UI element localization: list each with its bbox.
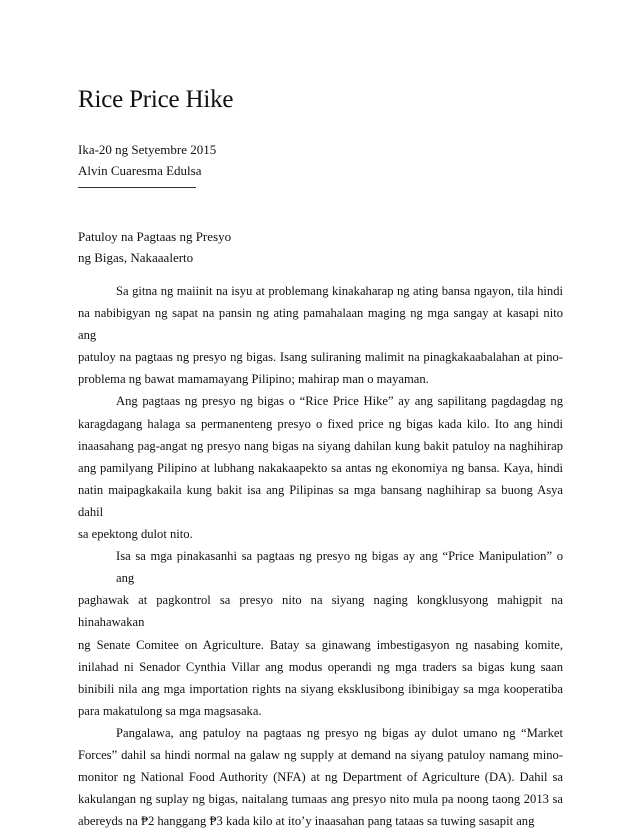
paragraph-line: problema ng bawat mamamayang Pilipino; mahirap man o mayaman.: [78, 372, 429, 387]
paragraph-line: inaasahang pag-angat ng presyo nang bigas na siyang dahilan kung bakit patuloy na naghihirap: [78, 438, 563, 453]
subtitle-line-2: ng Bigas, Nakaaalerto: [78, 250, 194, 265]
paragraph-line: na nabibigyan ng sapat na pansin ng ating pamahalaan maging ng mga sangay at kasapi nito ang: [78, 306, 563, 343]
paragraph-line: monitor ng National Food Authority (NFA) at ng Department of Agriculture (DA). Dahil sa: [78, 770, 563, 785]
body-paragraph: [78, 722, 563, 832]
paragraph-line: ang pamilyang Pilipino at lubhang nakakaapekto sa antas ng ekonomiya ng bansa. Kaya, hindi: [78, 460, 563, 475]
body-paragraph: [78, 280, 563, 390]
paragraph-line: Forces” dahil sa hindi normal na galaw ng supply at demand na siyang patuloy namang mino-: [78, 747, 563, 762]
paragraph-line: para makatulong sa mga magsasaka.: [78, 703, 262, 718]
document-date: Ika-20 ng Setyembre 2015: [78, 142, 217, 157]
paragraph-line: Pangalawa, ang patuloy na pagtaas ng presyo ng bigas ay dulot umano ng “Market: [116, 725, 563, 740]
paragraph-line: kakulangan ng suplay ng bigas, naitalang tumaas ang presyo nito mula pa noong taong 2013 sa: [78, 792, 563, 807]
paragraph-line: abereyds na ₱2 hanggang ₱3 kada kilo at ito’y inaasahan pang tataas sa tuwing sasapit ang: [78, 814, 535, 829]
paragraph-line: sa epektong dulot nito.: [78, 527, 193, 542]
paragraph-line: Sa gitna ng maiinit na isyu at problemang kinakaharap ng ating bansa ngayon, tila hindi: [116, 284, 563, 298]
paragraph-line: natin maipagkakaila kung bakit isa ang Pilipinas sa mga bansang naghihirap sa buong Asya dahil: [78, 482, 563, 519]
subtitle-line-1: Patuloy na Pagtaas ng Presyo: [78, 229, 232, 244]
body-paragraph: [78, 390, 563, 545]
document-body: [78, 280, 563, 832]
paragraph-line: patuloy na pagtaas ng presyo ng bigas. Isang suliraning malimit na pinagkakaabalahan at pino-: [78, 350, 563, 365]
paragraph-line: binibili nila ang mga importation rights na siyang eksklusibong ibinibigay sa mga kooperatiba: [78, 681, 563, 696]
paragraph-line: paghawak at pagkontrol sa presyo nito na siyang naging kongklusyong mahigpit na hinahawakan: [78, 593, 563, 630]
paragraph-line: Ang pagtaas ng presyo ng bigas o “Rice Price Hike” ay ang sapilitang pagdagdag ng: [116, 394, 563, 409]
paragraph-line: karagdagang halaga sa permanenteng presyo o fixed price ng bigas kada kilo. Ito ang hindi: [78, 416, 563, 431]
body-paragraph: [78, 545, 563, 722]
document-title: Rice Price Hike: [78, 86, 234, 113]
paragraph-line: ng Senate Comitee on Agriculture. Batay sa ginawang imbestigasyon ng nasabing komite,: [78, 637, 563, 652]
paragraph-line: inilahad ni Senador Cynthia Villar ang modus operandi ng mga traders sa bigas kung saan: [78, 659, 563, 674]
document-author: Alvin Cuaresma Edulsa: [78, 163, 202, 178]
separator-line: [78, 187, 196, 188]
paragraph-line: Isa sa mga pinakasanhi sa pagtaas ng presyo ng bigas ay ang “Price Manipulation” o ang: [116, 549, 563, 586]
